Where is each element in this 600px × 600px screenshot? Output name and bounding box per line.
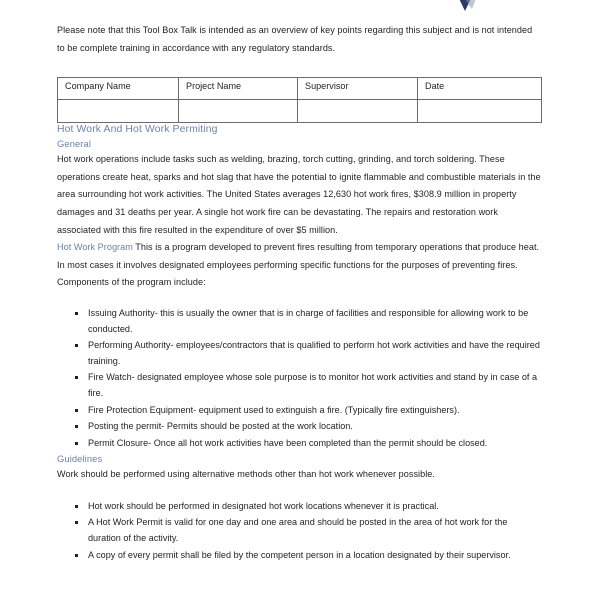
list-item <box>57 515 535 546</box>
list-item <box>57 370 540 401</box>
project-info-table <box>57 77 542 123</box>
list-item <box>57 419 540 435</box>
square-bullet-icon <box>75 409 78 412</box>
square-bullet-icon <box>75 312 78 315</box>
square-bullet-icon <box>75 505 78 508</box>
list-item-label: Permit Closure- Once all hot work activities have been completed than the permit should be closed. <box>88 437 488 448</box>
list-item-label: A copy of every permit shall be filed by the competent person in a location designated by their supervisor. <box>88 549 511 560</box>
table-cell-company-name[interactable] <box>58 100 179 123</box>
inline-heading-hot-work-program: Hot Work Program <box>57 242 133 253</box>
table-header-date: Date <box>418 78 542 100</box>
list-item-label: Fire Watch- designated employee whose sole purpose is to monitor hot work activities and stand by in case of a fire. <box>88 372 538 398</box>
table-cell-project-name[interactable] <box>179 100 298 123</box>
table-cell-date[interactable] <box>418 100 542 123</box>
square-bullet-icon <box>75 554 78 557</box>
list-item <box>57 436 540 452</box>
table-header-supervisor: Supervisor <box>298 78 418 100</box>
page-title: Hot Work And Hot Work Permiting <box>57 124 218 136</box>
table-header-project-name: Project Name <box>179 78 298 100</box>
section-paragraph-guidelines: Work should be performed using alternative methods other than hot work whenever possible. <box>57 469 435 480</box>
section-heading-general: General <box>57 138 92 150</box>
section-paragraph-general: Hot work operations include tasks such as welding, brazing, torch cutting, grinding, and torch soldering. These operations create heat, sparks and hot slag that have the potential to ignite flammable and combustible materials in the area surrounding hot work activities. The United States averages 12,630 hot work fires, $308.9 million in property damages and 31 deaths per year. A single hot work fire can be devastating. The repairs and restoration work associated with this fire resulted in the expenditure of over $5 million. <box>57 154 541 235</box>
section-paragraph-hot-work-program <box>57 239 544 292</box>
table-cell-supervisor[interactable] <box>298 100 418 123</box>
list-item-label: Posting the permit- Permits should be posted at the work location. <box>88 421 353 432</box>
list-item <box>57 548 535 564</box>
program-components-list <box>57 306 544 451</box>
list-item-label: Issuing Authority- this is usually the owner that is in charge of facilities and responsible for allowing work to be conducted. <box>88 307 529 334</box>
guidelines-list <box>57 499 544 563</box>
hot-work-program-body: This is a program developed to prevent fires resulting from temporary operations that produce heat. In most cases it involves designated employees performing specific functions for the purposes of preventing fires. Components of the program include: <box>57 242 540 288</box>
list-item <box>57 306 540 337</box>
list-item-label: Performing Authority- employees/contractors that is qualified to perform hot work activities and have the required training. <box>88 340 540 366</box>
list-item-label: A Hot Work Permit is valid for one day and one area and should be posted in the area of hot work for the duration of the activity. <box>88 517 508 544</box>
table-row <box>58 100 542 123</box>
square-bullet-icon <box>75 376 78 379</box>
document-content <box>57 0 544 564</box>
list-item <box>57 499 535 515</box>
intro-note: Please note that this Tool Box Talk is intended as an overview of key points regarding this subject and is not intended to be complete training in accordance with any regulatory standards. <box>57 25 533 53</box>
list-item-label: Hot work should be performed in designated hot work locations whenever it is practical. <box>88 500 439 511</box>
list-item <box>57 338 540 369</box>
square-bullet-icon <box>75 521 78 524</box>
section-heading-guidelines: Guidelines <box>57 453 103 465</box>
square-bullet-icon <box>75 344 78 347</box>
list-item <box>57 403 540 419</box>
list-item-label: Fire Protection Equipment- equipment used to extinguish a fire. (Typically fire extinguishers). <box>88 404 460 415</box>
table-header-company-name: Company Name <box>58 78 179 100</box>
square-bullet-icon <box>75 442 78 445</box>
table-header-row <box>58 78 542 100</box>
square-bullet-icon <box>75 425 78 428</box>
